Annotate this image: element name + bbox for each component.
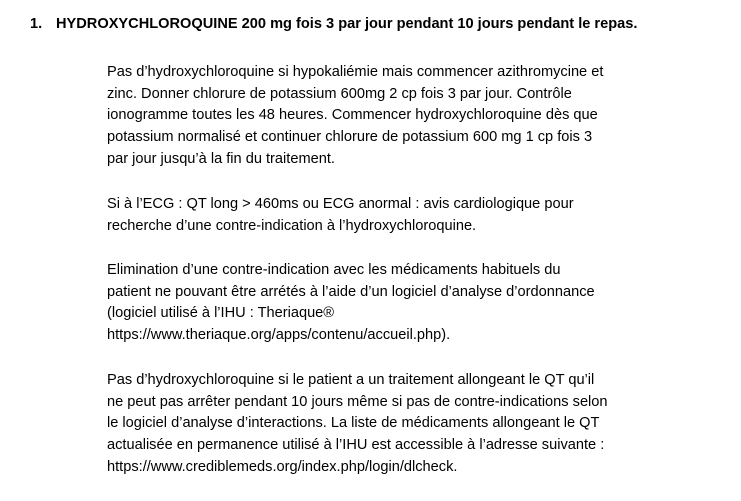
list-number: 1. [30, 16, 43, 32]
paragraph-line: ionogramme toutes les 48 heures. Commencer hydroxychloroquine dès que [107, 107, 598, 124]
paragraph-hypokaliemie [107, 62, 707, 170]
paragraph-allongement-qt [107, 370, 707, 478]
paragraph-line: Si à l’ECG : QT long > 460ms ou ECG anormal : avis cardiologique pour [107, 196, 574, 212]
paragraph-line: Elimination d’une contre-indication avec les médicaments habituels du [107, 262, 561, 278]
paragraph-line: le logiciel d’analyse d’interactions. La liste de médicaments allongeant le QT [107, 415, 600, 432]
crediblemeds-url: https://www.crediblemeds.org/index.php/login/dlcheck. [107, 458, 458, 475]
theriaque-url: https://www.theriaque.org/apps/contenu/accueil.php). [107, 327, 451, 344]
paragraph-line: Pas d’hydroxychloroquine si hypokaliémie mais commencer azithromycine et [107, 64, 604, 80]
paragraph-line: patient ne pouvant être arrétés à l’aide d’un logiciel d’analyse d’ordonnance [107, 283, 595, 300]
paragraph-line: (logiciel utilisé à l’IHU : Theriaque® [107, 305, 335, 322]
paragraph-line: recherche d’une contre-indication à l’hydroxychloroquine. [107, 217, 477, 234]
paragraph-line: zinc. Donner chlorure de potassium 600mg 2 cp fois 3 par jour. Contrôle [107, 85, 572, 102]
paragraph-line: potassium normalisé et continuer chlorure de potassium 600 mg 1 cp fois 3 [107, 129, 593, 146]
paragraph-contre-indication [107, 260, 707, 347]
heading-text: HYDROXYCHLOROQUINE 200 mg fois 3 par jour pendant 10 jours pendant le repas. [56, 16, 638, 32]
paragraph-ecg [107, 194, 707, 237]
paragraph-line: actualisée en permanence utilisé à l’IHU est accessible à l’adresse suivante : [107, 437, 605, 454]
paragraph-line: par jour jusqu’à la fin du traitement. [107, 150, 335, 167]
paragraph-line: ne peut pas arrêter pendant 10 jours même si pas de contre-indications selon [107, 393, 608, 410]
list-item-heading [30, 14, 730, 34]
paragraph-line: Pas d’hydroxychloroquine si le patient a un traitement allongeant le QT qu’il [107, 372, 595, 388]
